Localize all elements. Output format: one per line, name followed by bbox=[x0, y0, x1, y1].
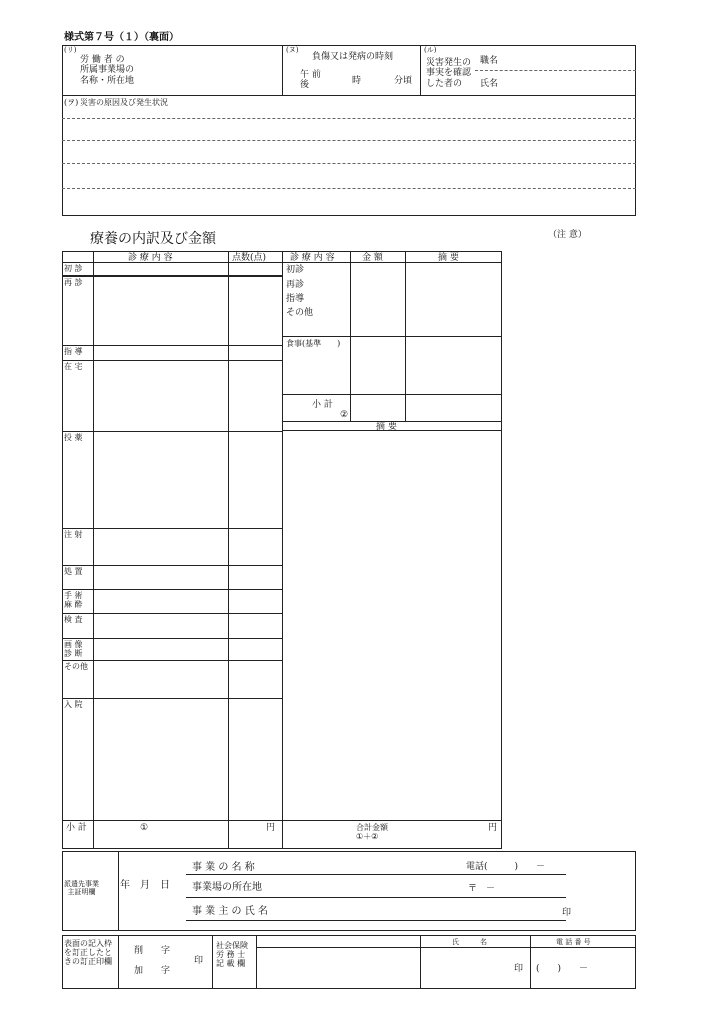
col-content: 診 療 内 容 bbox=[128, 253, 173, 263]
treatment-row-label: 指 導 bbox=[64, 347, 83, 356]
time-marker: (ヌ) bbox=[286, 46, 299, 54]
notes-column bbox=[510, 248, 636, 848]
notes-title: （注 意） bbox=[548, 230, 587, 240]
cause-marker: (ヲ) bbox=[64, 98, 79, 107]
insurance-label: 社会保険 労 務 士 記 載 欄 bbox=[216, 941, 248, 969]
witness-marker: (ル) bbox=[424, 46, 437, 54]
cause-label: 災害の原因及び発生状況 bbox=[80, 98, 168, 107]
treatment-row-label: その他 bbox=[64, 662, 88, 671]
phone-label: 電話( ) － bbox=[466, 862, 546, 872]
col-summary: 摘 要 bbox=[438, 253, 459, 263]
treatment-row-label: 在 宅 bbox=[64, 362, 83, 371]
added-label: 加 字 bbox=[134, 966, 171, 976]
treatment-row-label: 注 射 bbox=[64, 530, 83, 539]
employer-marker: (リ) bbox=[64, 46, 77, 54]
summary-label: 摘 要 bbox=[376, 422, 397, 432]
treatment-row-label: 手 術 麻 酔 bbox=[64, 591, 83, 610]
minute-label: 分頃 bbox=[394, 76, 413, 86]
hour-label: 時 bbox=[352, 76, 362, 86]
right-item-2: 指導 bbox=[286, 294, 305, 304]
form-title: 様式第７号（１）（裏面） bbox=[64, 32, 179, 43]
subtotal-label: 小 計 bbox=[66, 823, 87, 833]
treatment-row-label: 投 薬 bbox=[64, 433, 83, 442]
right-subtotal-marker: ② bbox=[340, 410, 349, 420]
subtotal-yen: 円 bbox=[266, 823, 276, 833]
cert-seal: 印 bbox=[562, 908, 572, 918]
total-yen: 円 bbox=[488, 823, 498, 833]
business-address-label: 事業場の所在地 bbox=[192, 882, 262, 893]
col-points: 点数(点) bbox=[232, 253, 267, 263]
treatment-row-label: 入 院 bbox=[64, 700, 83, 709]
col-amount: 金 額 bbox=[362, 253, 383, 263]
footer-phone-blank: ( ) － bbox=[536, 964, 589, 974]
correction-label: 表面の記入枠 を訂正したと きの訂正印欄 bbox=[64, 939, 112, 967]
employer-label: 労 働 者 の 所属事業場の 名称・所在地 bbox=[80, 55, 135, 86]
business-name-label: 事 業 の 名 称 bbox=[192, 862, 255, 873]
cert-side-label: 派遣先事業 主証明欄 bbox=[64, 880, 99, 897]
name-label: 氏名 bbox=[480, 79, 499, 89]
treatment-row-label: 処 置 bbox=[64, 567, 83, 576]
right-item-3: その他 bbox=[286, 308, 314, 318]
treatment-row-label: 画 像 診 断 bbox=[64, 640, 83, 659]
right-subtotal-label: 小 計 bbox=[312, 400, 333, 410]
footer-name-col: 氏 名 bbox=[452, 938, 487, 946]
total-label: 合計金額 ①＋② bbox=[356, 823, 388, 842]
ampm-label: 午 前 後 bbox=[300, 70, 321, 91]
deleted-label: 削 字 bbox=[134, 946, 171, 956]
treatment-title: 療養の内訳及び金額 bbox=[90, 231, 216, 247]
footer-seal: 印 bbox=[514, 964, 524, 974]
time-label: 負傷又は発病の時刻 bbox=[312, 52, 394, 62]
treatment-row-label: 検 査 bbox=[64, 615, 83, 624]
subtotal-marker: ① bbox=[140, 823, 149, 833]
witness-label: 災害発生の 事実を確認 した者の bbox=[426, 58, 472, 89]
correction-seal: 印 bbox=[194, 956, 204, 966]
footer-phone-col: 電 話 番 号 bbox=[556, 938, 591, 946]
treatment-row-label: 初 診 bbox=[64, 264, 83, 273]
meal-label: 食事(基準 ) bbox=[286, 339, 341, 348]
treatment-row-label: 再 診 bbox=[64, 278, 83, 287]
cert-date: 年 月 日 bbox=[120, 880, 170, 891]
footer-frame bbox=[62, 935, 636, 989]
right-item-0: 初診 bbox=[286, 265, 305, 275]
job-label: 職名 bbox=[480, 56, 499, 66]
right-item-1: 再診 bbox=[286, 280, 305, 290]
postal-mark: 〒 － bbox=[468, 884, 496, 894]
col-content2: 診 療 内 容 bbox=[290, 253, 335, 263]
owner-name-label: 事 業 主 の 氏 名 bbox=[192, 906, 268, 917]
